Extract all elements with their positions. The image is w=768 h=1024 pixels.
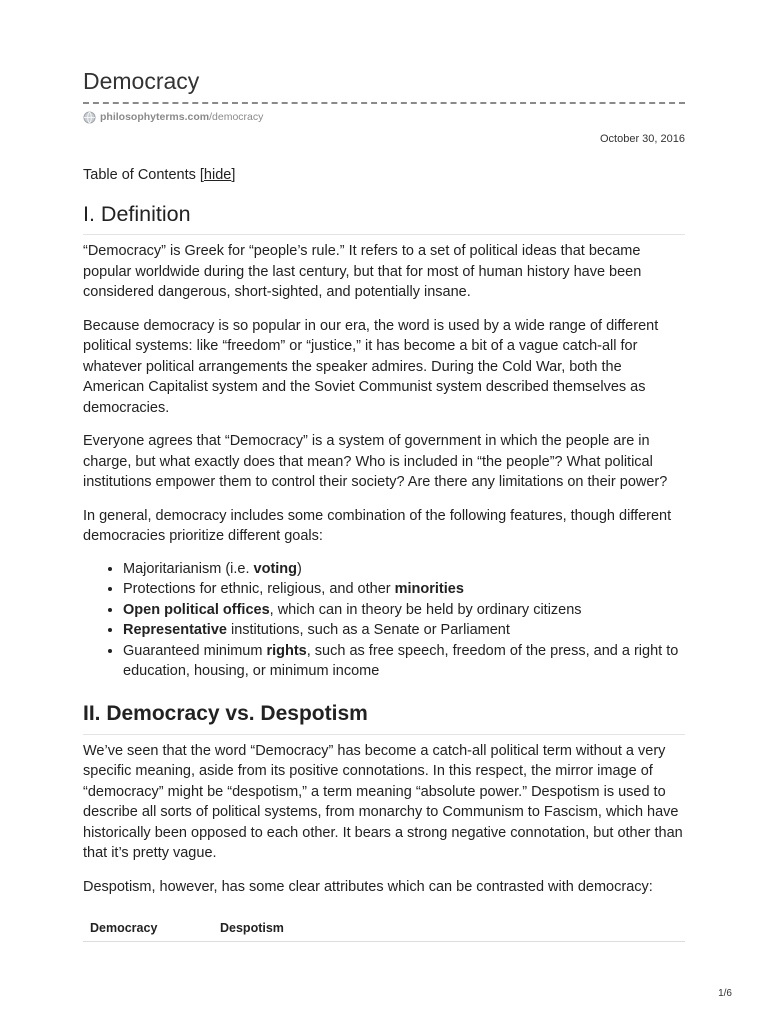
list-item: • Protections for ethnic, religious, and other minorities [123,579,685,600]
despotism-paragraph-1: We’ve seen that the word “Democracy” has become a catch-all political term without a very specific meaning, aside from its positive connotations. In this respect, the mirror image of “democracy” might be “despotism,” a term meaning “absolute power.” Despotism is used to describe all sorts of political systems, from monarchy to Communism to Fascism, which have historically been opposed to each other. It bears a strong negative connotation, but other than that it’s pretty vague. [83,742,683,861]
definition-paragraph-4: In general, democracy includes some combination of the following features, though different democracies prioritize different goals: [83,507,672,544]
column-header-democracy: Democracy [90,921,158,935]
document-page [83,66,685,942]
column-header-despotism: Despotism [220,921,284,935]
publish-date: October 30, 2016 [599,133,685,145]
list-item: • Open political offices, which can in theory be held by ordinary citizens [123,600,685,621]
definition-paragraph-3: Everyone agrees that “Democracy” is a system of government in which the people are in charge, but what exactly does that mean? Who is included in “the people”? What political institutions empower them to control their society? Are there any limitations on their power? [83,433,668,490]
toc-bracket-close: ] [231,167,236,183]
definition-paragraph-2: Because democracy is so popular in our era, the word is used by a wide range of different political systems: like “freedom” or “justice,” it has become a bit of a vague catch-all for whatever political arrangements the speaker admires. During the Cold War, both the American Capitalist system and the Soviet Communist system described themselves as democracies. [83,317,659,416]
comparison-table [83,913,685,942]
keyword: voting [253,560,298,577]
toc-hide-link[interactable]: hide [203,167,232,183]
source-path[interactable]: /democracy [209,111,264,123]
globe-icon [83,111,96,124]
section-heading-despotism: II. Democracy vs. Despotism [83,701,685,735]
toc-bracket-open: [ [199,167,204,183]
section-heading-definition: I. Definition [83,201,685,235]
list-item: • Representative institutions, such as a Senate or Parliament [123,620,685,641]
table-header-row [83,913,685,942]
toc-label: Table of Contents [83,167,200,183]
source-line [83,110,685,124]
title-divider [83,102,685,104]
keyword: minorities [394,581,464,597]
despotism-paragraph-2: Despotism, however, has some clear attributes which can be contrasted with democracy: [83,878,653,895]
keyword: Representative [123,622,227,638]
list-item: • Guaranteed minimum rights, such as free speech, freedom of the press, and a right to education, housing, or minimum income [123,641,685,682]
keyword: rights [266,642,307,659]
keyword: Open political offices [123,601,270,618]
source-domain[interactable]: philosophyterms.com [100,111,210,123]
page-number: 1/6 [718,988,732,999]
list-item: • Majoritarianism (i.e. voting) [123,559,685,580]
features-list [83,559,685,682]
definition-paragraph-1: “Democracy” is Greek for “people’s rule.” It refers to a set of political ideas that became popular worldwide during the last century, but that for most of human history have been considered dangerous, short-sighted, and potentially insane. [83,243,642,300]
table-of-contents [83,165,685,185]
page-title: Democracy [83,68,200,94]
